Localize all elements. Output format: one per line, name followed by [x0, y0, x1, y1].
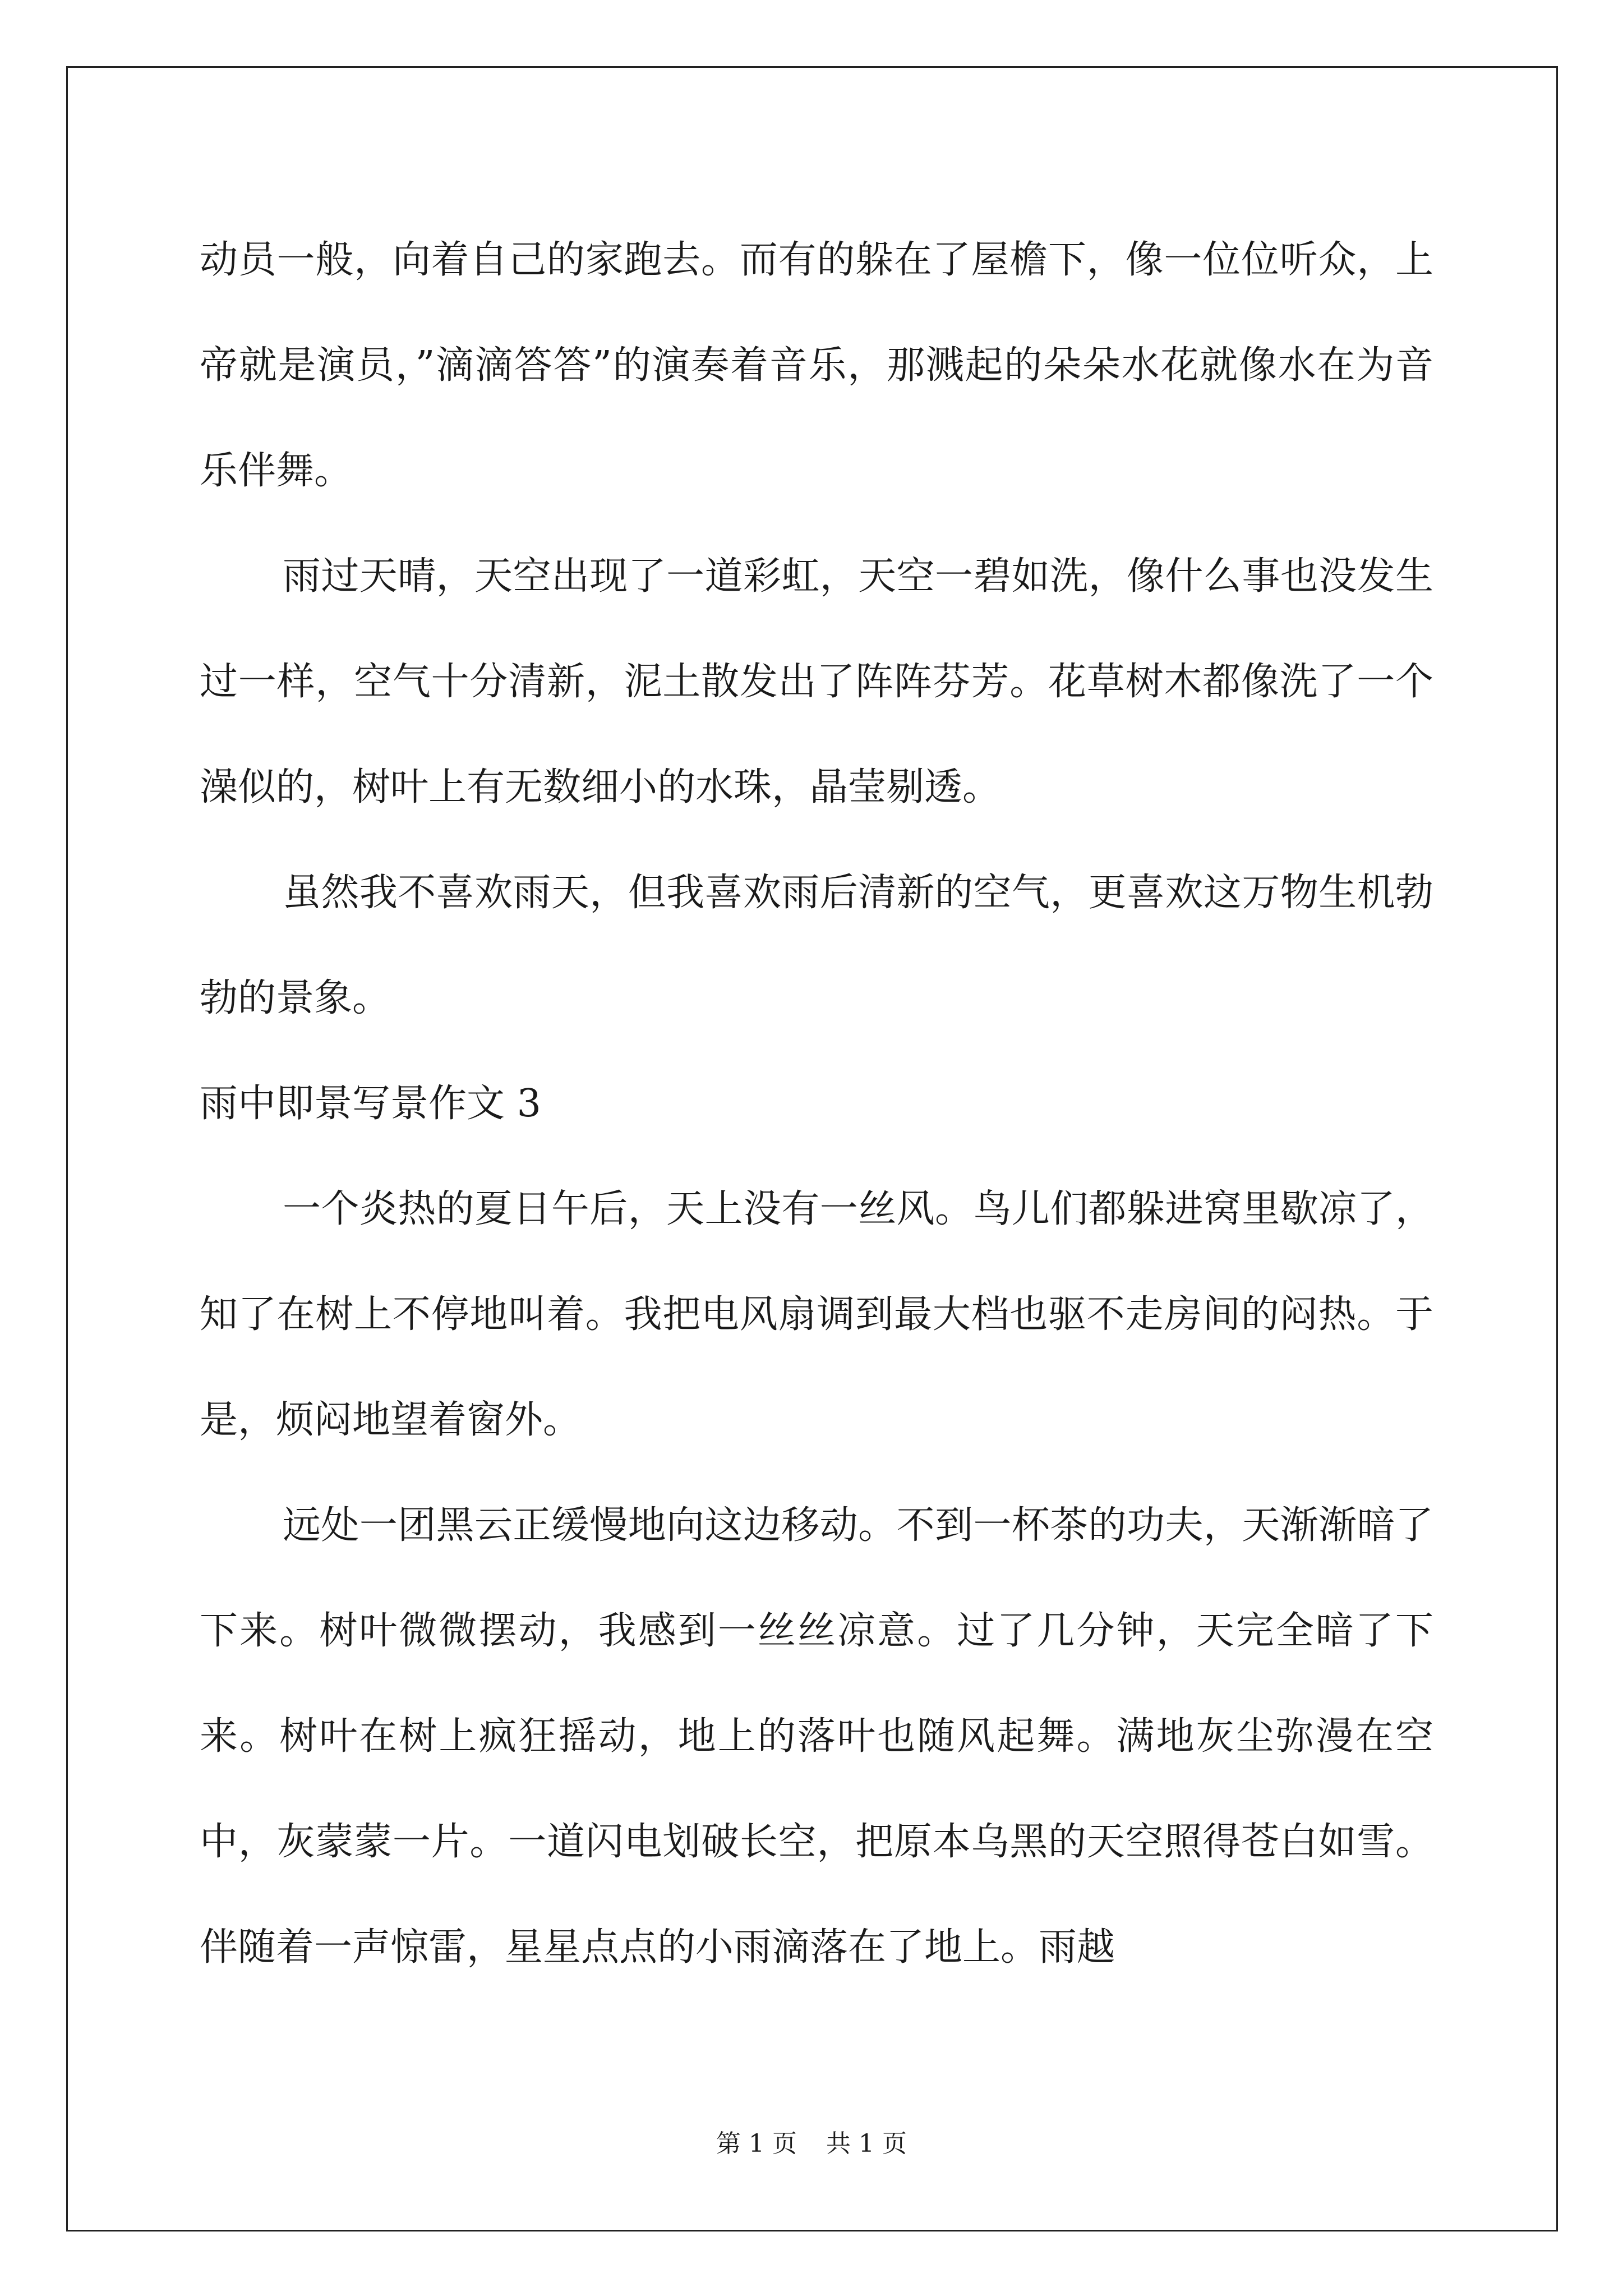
paragraph-4: 一个炎热的夏日午后，天上没有一丝风。鸟儿们都躲进窝里歇凉了，知了在树上不停地叫着。我把电风扇调到最大档也驱不走房间的闷热。于是，烦闷地望着窗外。	[200, 1187, 1433, 1442]
section-heading: 雨中即景写景作文 3	[200, 1082, 541, 1126]
page-number: 第 1 页	[716, 2129, 797, 2158]
page-footer	[0, 2127, 1623, 2161]
page-total: 共 1 页	[826, 2129, 907, 2158]
paragraph-2: 雨过天晴，天空出现了一道彩虹，天空一碧如洗，像什么事也没发生过一样，空气十分清新，泥土散发出了阵阵芬芳。花草树木都像洗了一个澡似的，树叶上有无数细小的水珠，晶莹剔透。	[200, 554, 1433, 809]
paragraph-5: 远处一团黑云正缓慢地向这边移动。不到一杯茶的功夫，天渐渐暗了下来。树叶微微摆动，我感到一丝丝凉意。过了几分钟，天完全暗了下来。树叶在树上疯狂摇动，地上的落叶也随风起舞。满地灰尘弥漫在空中，灰蒙蒙一片。一道闪电划破长空，把原本乌黑的天空照得苍白如雪。伴随着一声惊雷，星星点点的小雨滴落在了地上。雨越	[200, 1503, 1433, 1970]
paragraph-3: 虽然我不喜欢雨天，但我喜欢雨后清新的空气，更喜欢这万物生机勃勃的景象。	[200, 871, 1433, 1020]
document-body	[200, 208, 1433, 2000]
paragraph-1: 动员一般，向着自己的家跑去。而有的躲在了屋檐下，像一位位听众，上帝就是演员，”滴滴答答”的演奏着音乐，那溅起的朵朵水花就像水在为音乐伴舞。	[200, 238, 1433, 493]
